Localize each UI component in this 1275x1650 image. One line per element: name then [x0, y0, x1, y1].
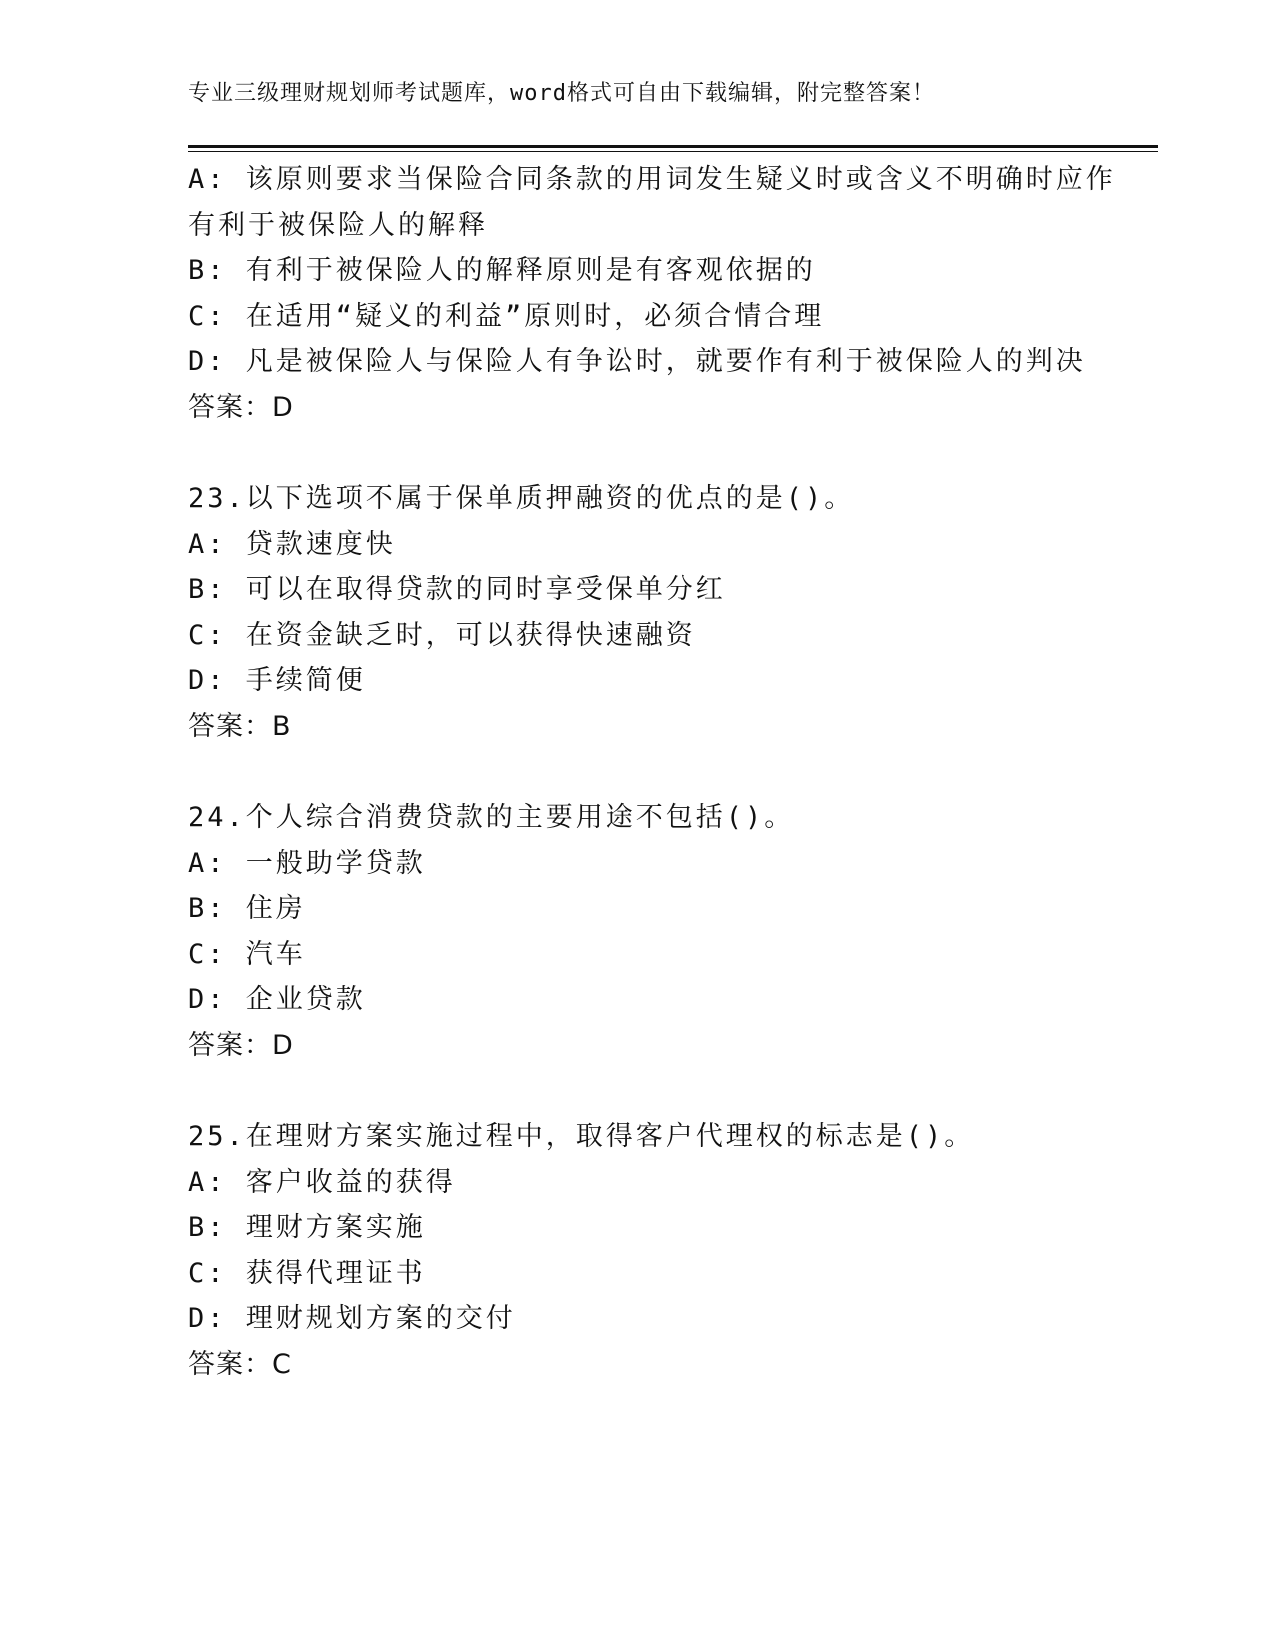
q24-question-text: 24.个人综合消费贷款的主要用途不包括()。 — [188, 802, 795, 833]
question-list — [188, 157, 1148, 1387]
q23-option-b: B: 可以在取得贷款的同时享受保单分红 — [188, 574, 726, 605]
q24-answer: 答案：D — [188, 1029, 294, 1061]
q25-answer: 答案：C — [188, 1348, 292, 1380]
q25-option-a: A: 客户收益的获得 — [188, 1166, 456, 1198]
header-rule-thin — [188, 151, 1158, 152]
q24-option-d: D: 企业贷款 — [188, 984, 366, 1015]
q22-option-c: C: 在适用“疑义的利益”原则时，必须合情合理 — [188, 300, 825, 332]
q22-option-a-line1: A: 该原则要求当保险合同条款的用词发生疑义时或含义不明确时应作 — [188, 164, 1116, 195]
q25-option-b: B: 理财方案实施 — [188, 1212, 426, 1243]
q23-question-text: 23.以下选项不属于保单质押融资的优点的是()。 — [188, 483, 855, 514]
q22-option-b: B: 有利于被保险人的解释原则是有客观依据的 — [188, 255, 816, 286]
q25-question-text: 25.在理财方案实施过程中，取得客户代理权的标志是()。 — [188, 1121, 975, 1152]
q23-answer: 答案：B — [188, 710, 292, 742]
q25-option-d: D: 理财规划方案的交付 — [188, 1303, 516, 1334]
q22-answer: 答案：D — [188, 391, 294, 423]
q25-option-c: C: 获得代理证书 — [188, 1257, 426, 1289]
question-24-block — [188, 795, 1148, 1068]
q22-option-a-line2: 有利于被保险人的解释 — [188, 209, 488, 241]
q24-option-c: C: 汽车 — [188, 938, 306, 970]
q23-option-c: C: 在资金缺乏时，可以获得快速融资 — [188, 619, 696, 651]
header-rule-thick — [188, 145, 1158, 148]
question-23-block — [188, 476, 1148, 749]
question-22-block — [188, 157, 1148, 430]
q24-option-a: A: 一般助学贷款 — [188, 847, 426, 879]
page-header: 专业三级理财规划师考试题库，word格式可自由下载编辑，附完整答案！ — [188, 81, 935, 106]
q22-option-d: D: 凡是被保险人与保险人有争讼时，就要作有利于被保险人的判决 — [188, 346, 1086, 377]
q23-option-d: D: 手续简便 — [188, 665, 366, 696]
q23-option-a: A: 贷款速度快 — [188, 528, 396, 560]
question-25-block — [188, 1114, 1148, 1387]
q24-option-b: B: 住房 — [188, 893, 306, 924]
